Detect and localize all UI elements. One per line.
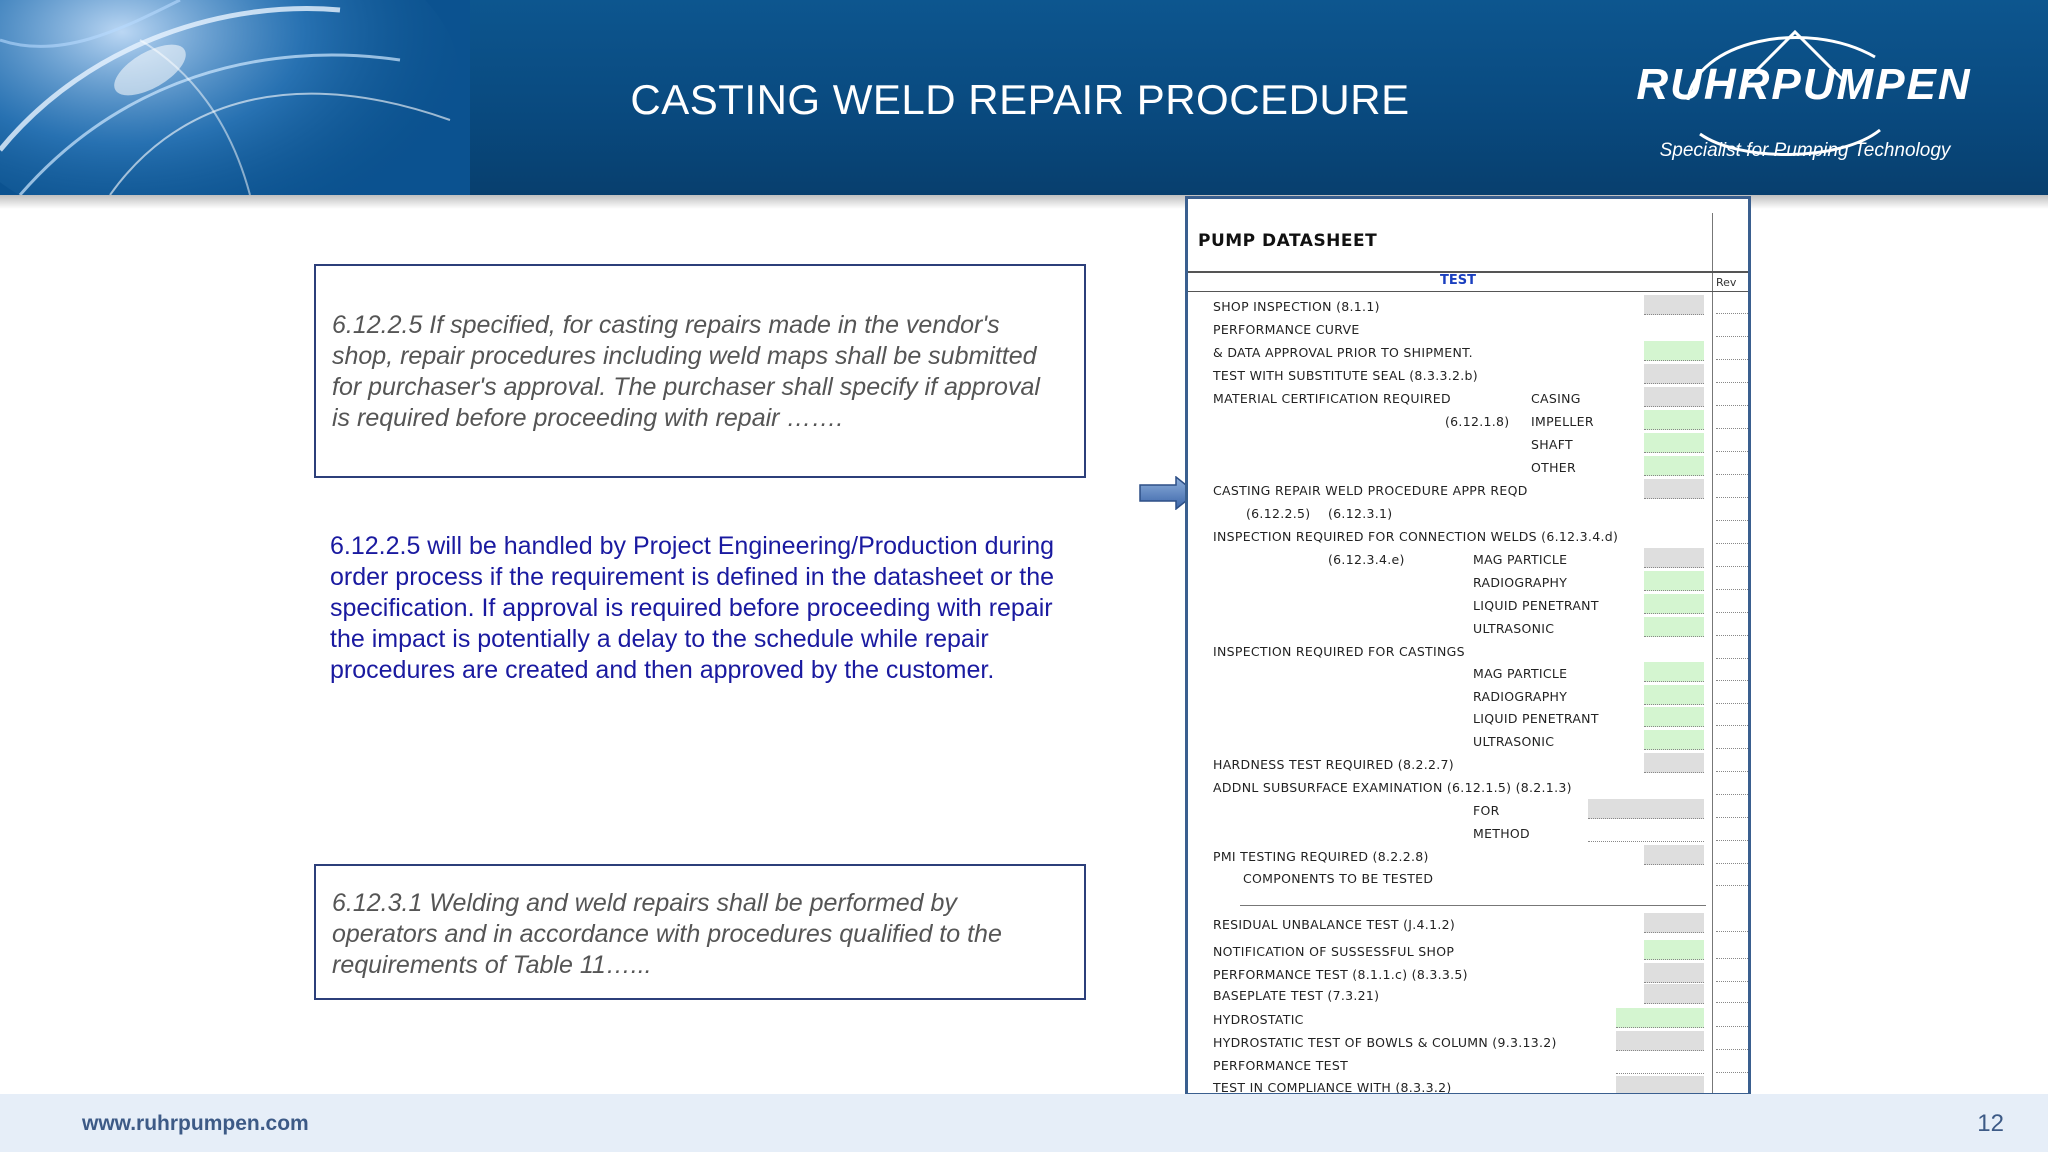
handling-note: 6.12.2.5 will be handled by Project Engineering/Production during order process if the requirement is defined in the datasheet or the specification. If approval is required before proceeding with repair the impact is potentially a delay to the schedule while repair procedures are created and then approved by the customer.	[330, 532, 1055, 684]
datasheet-row	[1188, 753, 1751, 775]
datasheet-value-cell	[1644, 940, 1704, 960]
datasheet-row-label: RESIDUAL UNBALANCE TEST (J.4.1.2)	[1213, 917, 1456, 932]
datasheet-rev-cell	[1716, 625, 1748, 636]
datasheet-row	[1188, 364, 1751, 386]
datasheet-row-label: INSPECTION REQUIRED FOR CASTINGS	[1213, 644, 1465, 659]
datasheet-row	[1188, 502, 1751, 524]
datasheet-rev-cell	[1716, 992, 1748, 1003]
datasheet-row-label: ADDNL SUBSURFACE EXAMINATION (6.12.1.5) (8.2.1.3)	[1213, 780, 1572, 795]
datasheet-rev-cell	[1716, 648, 1748, 659]
datasheet-row-sublabel: FOR	[1473, 803, 1500, 818]
datasheet-row-sublabel: RADIOGRAPHY	[1473, 689, 1568, 704]
datasheet-row	[1188, 1054, 1751, 1076]
datasheet-row	[1188, 387, 1751, 409]
datasheet-value-cell	[1644, 433, 1704, 453]
logo-wordmark: RUHRPUMPEN	[1636, 60, 1972, 109]
datasheet-rev-cell	[1716, 395, 1748, 406]
datasheet-rev-cell	[1716, 948, 1748, 959]
datasheet-rev-cell	[1716, 921, 1748, 932]
page-number: 12	[1977, 1110, 2004, 1137]
datasheet-row	[1188, 984, 1751, 1006]
datasheet-row-sublabel: ULTRASONIC	[1473, 621, 1555, 636]
datasheet-row	[1188, 594, 1751, 616]
datasheet-rev-cell	[1716, 784, 1748, 795]
datasheet-row-sublabel: METHOD	[1473, 826, 1530, 841]
datasheet-separator	[1240, 905, 1706, 906]
datasheet-row	[1188, 662, 1751, 684]
datasheet-value-cell	[1588, 822, 1704, 842]
logo-tagline: Specialist for Pumping Technology	[1659, 140, 1951, 161]
datasheet-row	[1188, 640, 1751, 662]
datasheet-row-label: (6.12.3.1)	[1328, 506, 1393, 521]
datasheet-row-sublabel: LIQUID PENETRANT	[1473, 598, 1599, 613]
datasheet-value-cell	[1644, 707, 1704, 727]
datasheet-row-label: SHOP INSPECTION (8.1.1)	[1213, 299, 1380, 314]
datasheet-value-cell	[1644, 479, 1704, 499]
datasheet-row-sublabel: IMPELLER	[1531, 414, 1594, 429]
datasheet-row-sublabel: RADIOGRAPHY	[1473, 575, 1568, 590]
datasheet-value-cell	[1616, 1008, 1704, 1028]
datasheet-row-label: COMPONENTS TO BE TESTED	[1243, 871, 1434, 886]
datasheet-value-cell	[1616, 1031, 1704, 1051]
datasheet-value-cell	[1644, 341, 1704, 361]
datasheet-row	[1188, 730, 1751, 752]
datasheet-row	[1188, 456, 1751, 478]
datasheet-rev-cell	[1716, 853, 1748, 864]
datasheet-rev-cell	[1716, 830, 1748, 841]
datasheet-rev-cell	[1716, 372, 1748, 383]
datasheet-rev-cell	[1716, 602, 1748, 613]
datasheet-value-cell	[1644, 456, 1704, 476]
datasheet-row-sublabel: MAG PARTICLE	[1473, 552, 1568, 567]
datasheet-rev-cell	[1716, 738, 1748, 749]
datasheet-value-cell	[1644, 387, 1704, 407]
spec-quote-text: 6.12.2.5 If specified, for casting repairs made in the vendor's shop, repair procedures including weld maps shall be submitted for purchaser's approval. The purchaser shall specify if approval is required before proceeding with repair …….	[332, 311, 1040, 432]
datasheet-row	[1188, 1076, 1751, 1096]
datasheet-rev-cell	[1716, 670, 1748, 681]
datasheet-row-label: HYDROSTATIC TEST OF BOWLS & COLUMN (9.3.13.2)	[1213, 1035, 1557, 1050]
datasheet-rev-cell	[1716, 1039, 1748, 1050]
datasheet-row-label: HARDNESS TEST REQUIRED (8.2.2.7)	[1213, 757, 1454, 772]
datasheet-row-label: (6.12.1.8)	[1445, 414, 1510, 429]
datasheet-row-sublabel: MAG PARTICLE	[1473, 666, 1568, 681]
datasheet-row-label: NOTIFICATION OF SUSSESSFUL SHOP	[1213, 944, 1455, 959]
datasheet-rev-label: Rev	[1716, 276, 1737, 289]
slide-header	[0, 0, 2048, 195]
datasheet-rule	[1188, 291, 1751, 292]
datasheet-rev-cell	[1716, 487, 1748, 498]
datasheet-row	[1188, 776, 1751, 798]
datasheet-value-cell	[1644, 295, 1704, 315]
datasheet-row	[1188, 867, 1751, 889]
datasheet-rev-cell	[1716, 326, 1748, 337]
header-swirl-graphic	[0, 0, 470, 195]
datasheet-rev-cell	[1716, 533, 1748, 544]
datasheet-row	[1188, 822, 1751, 844]
datasheet-rev-cell	[1716, 441, 1748, 452]
datasheet-value-cell	[1644, 730, 1704, 750]
datasheet-row-label: PERFORMANCE CURVE	[1213, 322, 1360, 337]
datasheet-rev-cell	[1716, 761, 1748, 772]
datasheet-rev-cell	[1716, 464, 1748, 475]
datasheet-row-label: & DATA APPROVAL PRIOR TO SHIPMENT.	[1213, 345, 1473, 360]
datasheet-row	[1188, 685, 1751, 707]
slide-footer	[0, 1094, 2048, 1152]
datasheet-row	[1188, 571, 1751, 593]
datasheet-row-sublabel: CASING	[1531, 391, 1581, 406]
datasheet-rev-cell	[1716, 875, 1748, 886]
datasheet-rev-cell	[1716, 579, 1748, 590]
datasheet-section-heading: TEST	[1440, 273, 1476, 288]
datasheet-row	[1188, 548, 1751, 570]
datasheet-row	[1188, 799, 1751, 821]
spec-quote-box-6-12-2-5	[314, 264, 1086, 478]
datasheet-row	[1188, 433, 1751, 455]
datasheet-value-cell	[1644, 963, 1704, 983]
datasheet-row	[1188, 410, 1751, 432]
datasheet-row	[1188, 845, 1751, 867]
datasheet-rev-cell	[1716, 1016, 1748, 1027]
datasheet-row	[1188, 1008, 1751, 1030]
datasheet-row-label: PERFORMANCE TEST (8.1.1.c) (8.3.3.5)	[1213, 967, 1468, 982]
datasheet-value-cell	[1644, 753, 1704, 773]
datasheet-title: PUMP DATASHEET	[1198, 231, 1378, 251]
datasheet-row-label: INSPECTION REQUIRED FOR CONNECTION WELDS (6.12.3.4.d)	[1213, 529, 1619, 544]
datasheet-row	[1188, 341, 1751, 363]
datasheet-rev-cell	[1716, 510, 1748, 521]
ruhrpumpen-logo	[1570, 22, 2030, 172]
datasheet-row	[1188, 479, 1751, 501]
datasheet-rev-cell	[1716, 303, 1748, 314]
datasheet-value-cell	[1588, 799, 1704, 819]
datasheet-row	[1188, 1031, 1751, 1053]
datasheet-row-label: TEST IN COMPLIANCE WITH (8.3.3.2)	[1213, 1080, 1452, 1095]
datasheet-value-cell	[1644, 984, 1704, 1004]
datasheet-rev-cell	[1716, 556, 1748, 567]
datasheet-row	[1188, 963, 1751, 985]
datasheet-value-cell	[1644, 571, 1704, 591]
datasheet-row-label: CASTING REPAIR WELD PROCEDURE APPR REQD	[1213, 483, 1528, 498]
datasheet-row-sublabel: OTHER	[1531, 460, 1576, 475]
datasheet-value-cell	[1644, 913, 1704, 933]
datasheet-row-label: MATERIAL CERTIFICATION REQUIRED	[1213, 391, 1451, 406]
datasheet-row-sublabel: LIQUID PENETRANT	[1473, 711, 1599, 726]
datasheet-rev-cell	[1716, 693, 1748, 704]
datasheet-value-cell	[1616, 1054, 1704, 1074]
datasheet-value-cell	[1644, 685, 1704, 705]
datasheet-value-cell	[1644, 617, 1704, 637]
datasheet-rev-cell	[1716, 349, 1748, 360]
datasheet-value-cell	[1644, 410, 1704, 430]
datasheet-row-label: TEST WITH SUBSTITUTE SEAL (8.3.3.2.b)	[1213, 368, 1478, 383]
datasheet-rev-cell	[1716, 971, 1748, 982]
datasheet-row-sublabel: SHAFT	[1531, 437, 1573, 452]
datasheet-rev-cell	[1716, 807, 1748, 818]
datasheet-row	[1188, 707, 1751, 729]
datasheet-row-label: PERFORMANCE TEST	[1213, 1058, 1349, 1073]
datasheet-row	[1188, 913, 1751, 935]
datasheet-row-label: HYDROSTATIC	[1213, 1012, 1304, 1027]
datasheet-row	[1188, 525, 1751, 547]
spec-quote-box-6-12-3-1	[314, 864, 1086, 1000]
slide-title: CASTING WELD REPAIR PROCEDURE	[630, 76, 1410, 123]
datasheet-value-cell	[1644, 845, 1704, 865]
datasheet-rev-cell	[1716, 418, 1748, 429]
datasheet-rev-cell	[1716, 1062, 1748, 1073]
spec-quote-text: 6.12.3.1 Welding and weld repairs shall be performed by operators and in accordance with procedures qualified to the requirements of Table 11…...	[332, 889, 1002, 979]
datasheet-row-label: BASEPLATE TEST (7.3.21)	[1213, 988, 1380, 1003]
datasheet-value-cell	[1616, 1076, 1704, 1096]
datasheet-row	[1188, 295, 1751, 317]
datasheet-row	[1188, 617, 1751, 639]
datasheet-value-cell	[1644, 364, 1704, 384]
website-link[interactable]: www.ruhrpumpen.com	[82, 1112, 309, 1135]
datasheet-rev-cell	[1716, 715, 1748, 726]
datasheet-row-label: PMI TESTING REQUIRED (8.2.2.8)	[1213, 849, 1429, 864]
datasheet-row	[1188, 940, 1751, 962]
datasheet-row-label: (6.12.2.5)	[1246, 506, 1311, 521]
datasheet-row-sublabel: ULTRASONIC	[1473, 734, 1555, 749]
datasheet-row-label: (6.12.3.4.e)	[1328, 552, 1405, 567]
datasheet-value-cell	[1644, 594, 1704, 614]
pump-datasheet-excerpt	[1185, 196, 1751, 1096]
datasheet-value-cell	[1644, 548, 1704, 568]
datasheet-value-cell	[1644, 662, 1704, 682]
datasheet-row	[1188, 318, 1751, 340]
